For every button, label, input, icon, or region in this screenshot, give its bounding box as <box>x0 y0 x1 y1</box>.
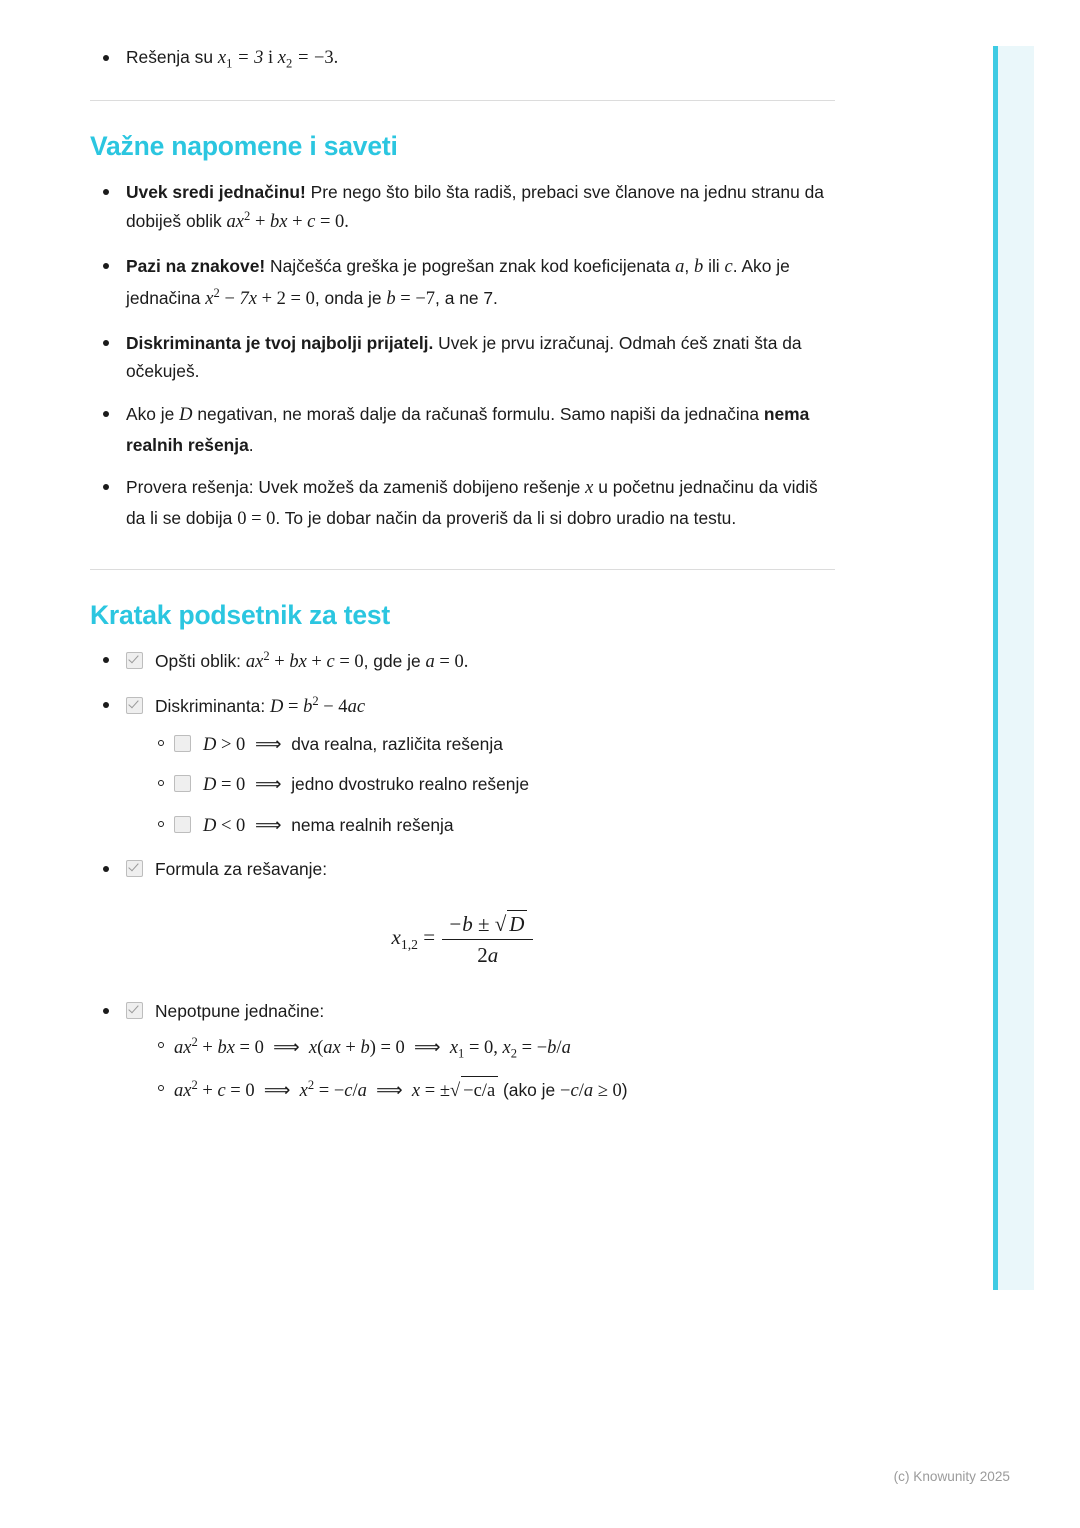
formula-fraction <box>442 910 533 968</box>
incomplete-math-2: $ax^2 + c = 0$ ⟹ $x^2 = -c/a$ ⟹ x = ±√ −c/a <box>174 1081 498 1101</box>
incomplete-math-1: $ax^2$ + bx = 0 ⟹ x(ax + b) = 0 ⟹ $x_1 = 0$, $x_2 = -b/a$ <box>174 1034 571 1061</box>
tip-bold-3: Diskriminanta je tvoj najbolji prijatelj. <box>126 333 434 354</box>
list-item <box>90 178 835 238</box>
list-item <box>90 252 835 315</box>
checkbox-icon[interactable] <box>174 816 191 833</box>
case-math-2: D = 0 <box>203 775 246 796</box>
case-text-3: nema realnih rešenja <box>291 815 454 835</box>
decorative-accent-bar <box>993 46 998 1290</box>
case-text-2: jedno dvostruko realno rešenje <box>291 774 530 795</box>
tip-text-4: Ako je D negativan, ne moraš dalje da računaš formulu. Samo napiši da jednačina nema realnih rešenja. <box>126 403 810 455</box>
checkbox-icon[interactable] <box>126 697 143 714</box>
list-item <box>144 771 835 800</box>
list-item <box>144 812 835 841</box>
quadratic-formula <box>90 910 835 968</box>
incomplete-cases <box>126 1033 835 1106</box>
list-item <box>144 731 835 760</box>
top-item-text: Rešenja su <box>126 47 218 67</box>
tip-bold-2: Pazi na znakove! <box>126 256 266 277</box>
list-item <box>90 647 835 677</box>
incomplete-equations-list <box>90 998 835 1106</box>
top-item-math: $x_1 = 3$ i $x_2 = -3$. <box>217 48 339 71</box>
list-item <box>90 856 835 882</box>
case-math-1: D > 0 <box>203 734 246 755</box>
checklist-label-2: Diskriminanta: $D = b^2 - 4ac$ <box>155 693 366 717</box>
tip-bold-1: Uvek sredi jednačinu! <box>126 181 306 202</box>
case-math-3: D < 0 <box>203 816 246 836</box>
checklist-label-1: Opšti oblik: $ax^2$ + bx + c = 0, gde je a = 0. <box>155 648 469 672</box>
list-item <box>144 1033 835 1064</box>
decorative-side-panel <box>998 46 1034 1290</box>
formula-lhs: $x_{1,2}$ = <box>391 924 436 952</box>
checkbox-icon[interactable] <box>126 652 143 669</box>
formula-numerator: −b ± √ D <box>442 910 533 940</box>
list-item <box>90 473 835 535</box>
arrow-icon: ⟹ <box>254 816 282 836</box>
tip-text-1: Pre nego što bilo šta radiš, prebaci sve članove na jednu stranu da dobiješ oblik <box>126 181 824 232</box>
section-title-checklist: Kratak podsetnik za test <box>90 599 391 630</box>
section-divider-2 <box>90 569 835 570</box>
copyright-footer: (c) Knowunity 2025 <box>893 1469 1010 1484</box>
checkbox-icon[interactable] <box>174 775 191 792</box>
checkbox-icon[interactable] <box>126 860 143 877</box>
checkbox-icon[interactable] <box>126 1002 143 1019</box>
formula-denominator: 2a <box>477 942 499 967</box>
tip-text-2: Najčešća greška je pogrešan znak kod koeficijenata a, b ili c. Ako je jednačina $x^2 - 7x + 2 = 0$, onda je b = −7, a ne 7. <box>126 256 790 310</box>
list-item <box>90 329 835 385</box>
tip-text-5: Provera rešenja: Uvek možeš da zameniš dobijeno rešenje x u početnu jednačinu da vidiš da li se dobija 0 = 0. To je dobar način da proveriš da li si dobro uradio na testu. <box>126 476 818 529</box>
document-content <box>90 44 835 1121</box>
list-item <box>90 692 835 841</box>
section-title-tips: Važne napomene i saveti <box>90 130 398 161</box>
tips-list <box>90 178 835 535</box>
checkbox-icon[interactable] <box>174 735 191 752</box>
tip-math-1: $ax^2$ + bx + c = 0. <box>226 209 349 233</box>
tip-text-3: Uvek je prvu izračunaj. Odmah ćeš znati šta da očekuješ. <box>126 333 802 382</box>
checklist-label-4: Nepotpune jednačine: <box>155 1000 325 1021</box>
arrow-icon: ⟹ <box>254 734 282 755</box>
section-divider-1 <box>90 100 835 101</box>
list-item <box>90 998 835 1106</box>
list-item <box>90 400 835 459</box>
discriminant-cases <box>126 731 835 841</box>
case-text-1: dva realna, različita rešenja <box>291 733 503 754</box>
arrow-icon: ⟹ <box>254 775 282 796</box>
test-checklist <box>90 647 835 882</box>
list-item <box>90 44 835 74</box>
list-item: $ax^2 + c = 0$ ⟹ $x^2 = -c/a$ ⟹ x = ±√ −c/a (ako je −c/a ≥ 0) <box>144 1076 835 1106</box>
checklist-label-3: Formula za rešavanje: <box>155 858 328 879</box>
